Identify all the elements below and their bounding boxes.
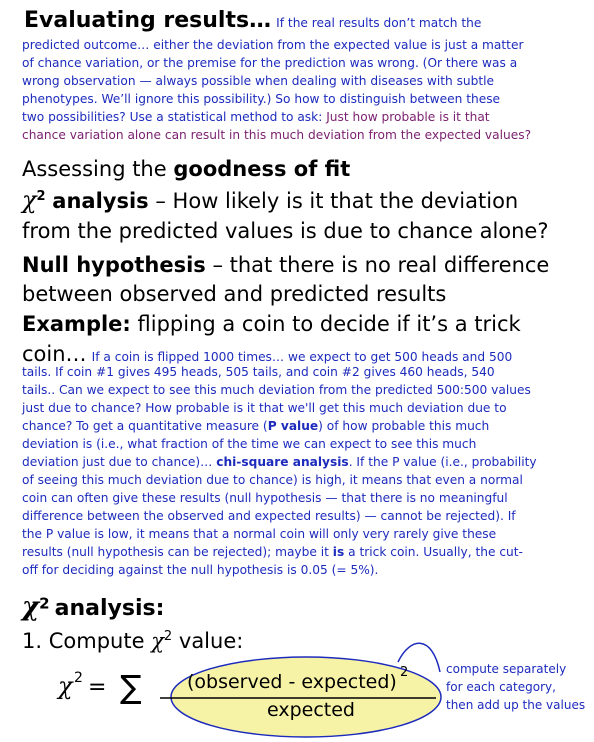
numerator-exponent: 2 <box>400 665 409 680</box>
chi-square-analysis-heading: $\chi^2$ analysis: <box>22 592 165 622</box>
chi-symbol: χ <box>22 592 40 622</box>
intro-text-line: predicted outcome… either the deviation from the expected value is just a matter <box>22 38 524 52</box>
example-text-line: tails.. Can we expect to see this much deviation from the predicted 500:500 values <box>22 383 531 397</box>
key-question-text: chance variation alone can result in this much deviation from the expected values? <box>22 128 532 142</box>
example-text-line: coin can often give these results (null hypothesis — that there is no meaningful <box>22 491 508 505</box>
chi-square-term: chi-square analysis <box>216 455 349 469</box>
example-text-line: chance? To get a quantitative measure (P value) of how probable this much <box>22 419 490 433</box>
intro-text-line: two possibilities? Use a statistical method to ask: <box>22 110 323 124</box>
formula-note-line: for each category, <box>446 680 556 694</box>
intro-text-line: of chance variation, or the premise for the prediction was wrong. (Or there was a <box>22 56 518 70</box>
evaluating-results-heading: Evaluating results… <box>24 8 272 33</box>
null-hypothesis-line: Null hypothesis – that there is no real difference <box>22 253 550 277</box>
intro-text-line: wrong observation — always possible when dealing with diseases with subtle <box>22 74 495 88</box>
example-text-line: results (null hypothesis can be rejected); maybe it is a trick coin. Usually, the cut- <box>22 545 523 559</box>
chi-symbol: χ <box>22 186 37 214</box>
example-text-line: the P value is low, it means that a normal coin will only very rarely give these <box>22 527 497 541</box>
example-text-line: just due to chance? How probable is it that we'll get this much deviation due to <box>22 401 507 415</box>
example-text-line: of seeing this much deviation due to chance) is high, it means that even a normal <box>22 473 523 487</box>
example-text-line: deviation just due to chance)… chi-square analysis. If the P value (i.e., probability <box>22 455 537 469</box>
intro-text-line: If the real results don’t match the <box>276 16 482 30</box>
chi-squared-lhs: χ <box>58 672 73 700</box>
equals-sign: = <box>88 675 107 700</box>
example-line: Example: flipping a coin to decide if it’s a trick <box>22 312 521 336</box>
chi-square-definition: $\chi^2$ analysis – How likely is it that the deviation <box>22 186 519 214</box>
chi-square-formula <box>0 642 594 742</box>
step-1-line: 1. Compute $\chi^2$ value: <box>22 629 244 653</box>
null-hypothesis-line2: between observed and predicted results <box>22 282 447 306</box>
key-question-text: Just how probable is it that <box>326 110 490 124</box>
example-text-line: off for deciding against the null hypothesis is 0.05 (= 5%). <box>22 563 379 577</box>
formula-note-line: then add up the values <box>446 698 586 712</box>
example-text-line: tails. If coin #1 gives 495 heads, 505 tails, and coin #2 gives 460 heads, 540 <box>22 365 495 379</box>
intro-text-line: phenotypes. We’ll ignore this possibility.) So how to distinguish between these <box>22 92 501 106</box>
p-value-term: P value <box>267 419 319 433</box>
example-coin-line: coin… If a coin is flipped 1000 times… we expect to get 500 heads and 500 <box>22 342 513 366</box>
summation-sign: ∑ <box>120 668 142 706</box>
formula-numerator: (observed - expected) <box>187 671 397 693</box>
step-number: 1. <box>22 629 43 653</box>
example-text-line: difference between the observed and expected results) — cannot be rejected). If <box>22 509 516 523</box>
formula-denominator: expected <box>267 699 355 721</box>
example-text-line: deviation is (i.e., what fraction of the time we can expect to see this much <box>22 437 477 451</box>
formula-note-line: compute separately <box>446 662 567 676</box>
chi-square-definition-line2: from the predicted values is due to chance alone? <box>22 219 549 243</box>
chi-squared-lhs-exponent: 2 <box>74 670 83 686</box>
goodness-of-fit-line: Assessing the goodness of fit <box>22 157 351 181</box>
